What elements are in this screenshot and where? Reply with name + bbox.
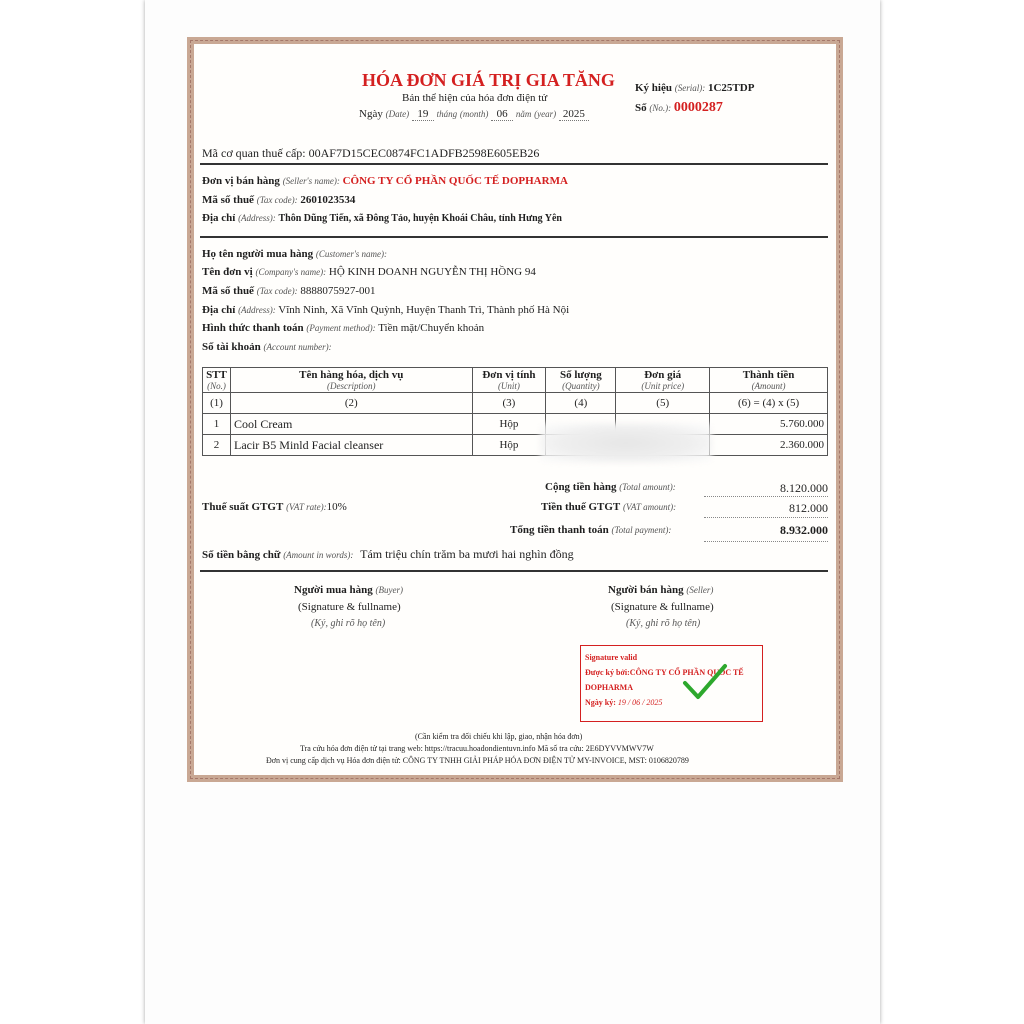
dotted-rule [704, 517, 828, 518]
dotted-rule [704, 541, 828, 542]
row-no: 1 [203, 414, 231, 435]
stamp-valid: Signature valid [585, 653, 638, 662]
redacted-blur [540, 423, 712, 463]
buyer-tax-code: Mã số thuế (Tax code): 8888075927-001 [202, 285, 376, 297]
footer-provider: Đơn vị cung cấp dịch vụ Hóa đơn điện tử: CÔNG TY TNHH GIẢI PHÁP HÓA ĐƠN ĐIỆN TỬ MY-INVOICE, MST: 0106820789 [266, 756, 689, 765]
index-cell: (1) [203, 393, 231, 414]
buyer-signature-title: Người mua hàng (Buyer) [294, 584, 403, 596]
total-amount-label: Cộng tiền hàng (Total amount): [545, 481, 676, 493]
checkmark-icon [682, 663, 728, 703]
header-cell: STT (No.) [203, 368, 231, 393]
items-table [202, 367, 828, 456]
seller-name: Đơn vị bán hàng (Seller's name): CÔNG TY CỔ PHẦN QUỐC TẾ DOPHARMA [202, 175, 568, 187]
footer-lookup: Tra cứu hóa đơn điện tử tại trang web: https://tracuu.hoadondientuvn.info Mã số tra cứu: 2E6DYVVMWV7W [300, 744, 654, 753]
invoice-title: HÓA ĐƠN GIÁ TRỊ GIA TĂNG [362, 70, 615, 90]
table-row [203, 435, 828, 456]
total-payment-label: Tổng tiền thanh toán (Total payment): [510, 524, 672, 536]
divider [200, 163, 828, 165]
vat-amount-label: Tiền thuế GTGT (VAT amount): [541, 501, 677, 513]
index-cell: (5) [616, 393, 710, 414]
stamp-signed-by: Được ký bởi:CÔNG TY CỔ PHẦN QUỐC TẾ DOPHARMA [585, 668, 744, 692]
row-amount: 2.360.000 [710, 435, 828, 456]
buyer-customer: Họ tên người mua hàng (Customer's name): [202, 248, 388, 260]
buyer-company: Tên đơn vị (Company's name): HỘ KINH DOANH NGUYỄN THỊ HỒNG 94 [202, 266, 536, 278]
header-cell: Số lượng (Quantity) [546, 368, 616, 393]
invoice-date: Ngày (Date) 19 tháng (month) 06 năm (year) 2025 [359, 108, 589, 121]
header-cell: Đơn giá (Unit price) [616, 368, 710, 393]
index-cell: (2) [230, 393, 472, 414]
row-description: Cool Cream [230, 414, 472, 435]
vat-amount: 812.000 [789, 501, 828, 515]
stamp-date: Ngày ký: 19 / 06 / 2025 [585, 698, 663, 707]
footer-note: (Cần kiểm tra đối chiếu khi lập, giao, nhận hóa đơn) [415, 732, 583, 741]
buyer-signature-note: (Ký, ghi rõ họ tên) [311, 618, 386, 629]
table-row [203, 414, 828, 435]
divider [200, 570, 828, 572]
index-cell: (6) = (4) x (5) [710, 393, 828, 414]
tax-authority-code: Mã cơ quan thuế cấp: 00AF7D15CEC0874FC1ADFB2598E605EB26 [202, 146, 540, 160]
total-payment: 8.932.000 [780, 523, 828, 537]
vat-rate: Thuế suất GTGT (VAT rate):10% [202, 501, 347, 513]
header-cell: Tên hàng hóa, dịch vụ (Description) [230, 368, 472, 393]
seller-tax-code: Mã số thuế (Tax code): 2601023534 [202, 194, 356, 206]
row-no: 2 [203, 435, 231, 456]
buyer-address: Địa chỉ (Address): Vĩnh Ninh, Xã Vĩnh Quỳnh, Huyện Thanh Trì, Thành phố Hà Nội [202, 304, 570, 316]
table-header-row [203, 368, 828, 393]
table-index-row [203, 393, 828, 414]
invoice-number: Số (No.): 0000287 [635, 100, 723, 115]
buyer-payment-method: Hình thức thanh toán (Payment method): Tiền mặt/Chuyển khoản [202, 322, 485, 334]
buyer-account-number: Số tài khoản (Account number): [202, 341, 332, 353]
seller-signature-note: (Ký, ghi rõ họ tên) [626, 618, 701, 629]
header-cell: Thành tiền (Amount) [710, 368, 828, 393]
dotted-rule [704, 496, 828, 497]
row-amount: 5.760.000 [710, 414, 828, 435]
header-cell: Đơn vị tính (Unit) [472, 368, 546, 393]
row-description: Lacir B5 Minld Facial cleanser [230, 435, 472, 456]
digital-signature-stamp [580, 645, 763, 722]
row-unit: Hộp [472, 435, 546, 456]
seller-signature-title: Người bán hàng (Seller) [608, 584, 714, 596]
divider [200, 236, 828, 238]
seller-signature-full: (Signature & fullname) [611, 601, 714, 613]
serial: Ký hiệu (Serial): 1C25TDP [635, 82, 755, 94]
total-amount: 8.120.000 [780, 481, 828, 495]
buyer-signature-full: (Signature & fullname) [298, 601, 401, 613]
index-cell: (3) [472, 393, 546, 414]
seller-address: Địa chỉ (Address): Thôn Dũng Tiến, xã Đông Tảo, huyện Khoái Châu, tỉnh Hưng Yên [202, 212, 562, 224]
row-unit: Hộp [472, 414, 546, 435]
amount-in-words: Số tiền bằng chữ (Amount in words): Tám triệu chín trăm ba mươi hai nghìn đồng [202, 547, 574, 561]
invoice-subtitle: Bản thể hiện của hóa đơn điện tử [402, 92, 548, 104]
index-cell: (4) [546, 393, 616, 414]
